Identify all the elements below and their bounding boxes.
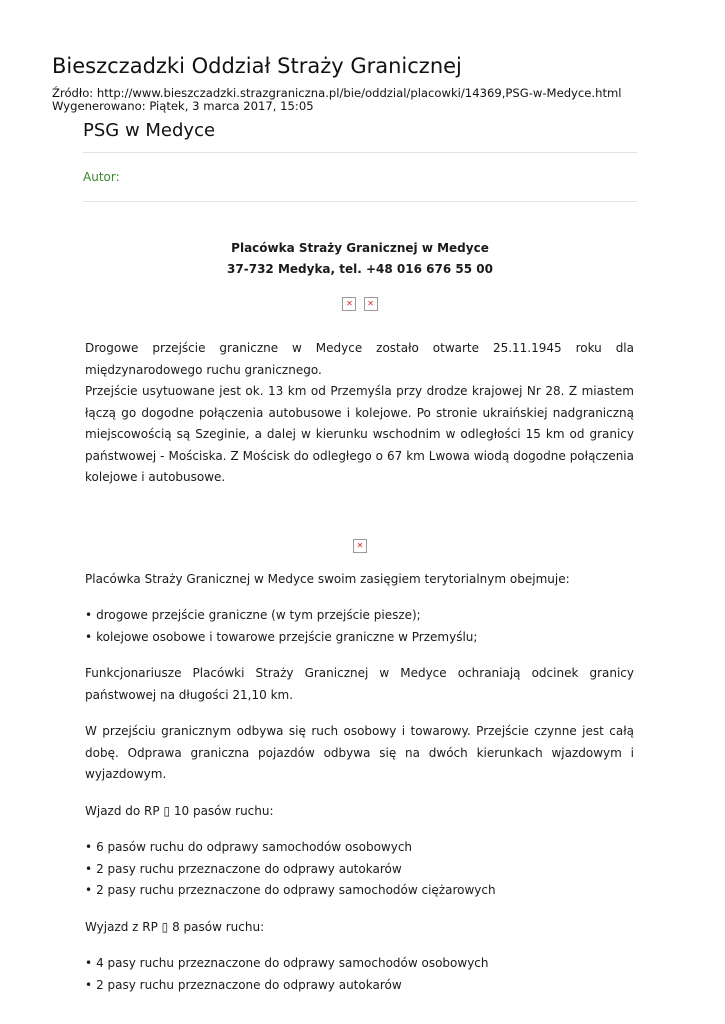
list-item: • 2 pasy ruchu przeznaczone do odprawy samochodów ciężarowych [85, 880, 637, 902]
author-label: Autor: [83, 170, 120, 184]
generated-timestamp: Wygenerowano: Piątek, 3 marca 2017, 15:05 [52, 99, 314, 113]
scope-paragraph: Placówka Straży Granicznej w Medyce swoim zasięgiem terytorialnym obejmuje: [85, 571, 570, 586]
image-row [83, 297, 637, 312]
list-item: • kolejowe osobowe i towarowe przejście graniczne w Przemyślu; [85, 627, 637, 649]
exit-heading: Wyjazd z RP ▯ 8 pasów ruchu: [85, 919, 265, 934]
contact-heading-name: Placówka Straży Granicznej w Medyce [231, 241, 489, 255]
intro-paragraph [83, 338, 637, 489]
contact-heading-address: 37-732 Medyka, tel. +48 016 676 55 00 [227, 262, 493, 276]
document-meta [52, 87, 622, 113]
intro-line-1: Drogowe przejście graniczne w Medyce zostało otwarte 25.11.1945 roku dla międzynarodowego ruchu granicznego. [85, 341, 634, 377]
officers-paragraph: Funkcjonariusze Placówki Straży Granicznej w Medyce ochraniają odcinek granicy państwowej na długości 21,10 km. [85, 666, 634, 702]
image-row [83, 539, 637, 555]
traffic-paragraph: W przejściu granicznym odbywa się ruch osobowy i towarowy. Przejście czynne jest całą dobę. Odprawa graniczna pojazdów odbywa się na dwóch kierunkach wjazdowym i wyjazdowym. [85, 724, 634, 781]
article [83, 118, 637, 996]
list-item: • 6 pasów ruchu do odprawy samochodów osobowych [85, 837, 637, 859]
entry-lanes-list [83, 837, 637, 902]
contact-heading [83, 238, 637, 280]
broken-image-icon [353, 539, 367, 553]
list-item: • 2 pasy ruchu przeznaczone do odprawy autokarów [85, 975, 637, 997]
page-title: PSG w Medyce [83, 120, 216, 141]
broken-image-icon [364, 297, 378, 311]
scope-list [83, 605, 637, 648]
broken-image-icon [342, 297, 356, 311]
divider [83, 152, 637, 153]
divider [83, 201, 637, 202]
source-url: Źródło: http://www.bieszczadzki.strazgraniczna.pl/bie/oddzial/placowki/14369,PSG-w-Medyce.html [52, 86, 622, 100]
exit-lanes-list [83, 953, 637, 996]
site-title: Bieszczadzki Oddział Straży Granicznej [52, 54, 462, 78]
list-item: • drogowe przejście graniczne (w tym przejście piesze); [85, 605, 637, 627]
entry-heading: Wjazd do RP ▯ 10 pasów ruchu: [85, 803, 274, 818]
list-item: • 2 pasy ruchu przeznaczone do odprawy autokarów [85, 859, 637, 881]
list-item: • 4 pasy ruchu przeznaczone do odprawy samochodów osobowych [85, 953, 637, 975]
intro-line-2: Przejście usytuowane jest ok. 13 km od Przemyśla przy drodze krajowej Nr 28. Z miastem łączą go dogodne połączenia autobusowe i kolejowe. Po stronie ukraińskiej nadgraniczną miejscowością są Szeginie, a dalej w kierunku wschodnim w odległości 15 km od granicy państwowej - Mościska. Z Mościsk do odległego o 67 km Lwowa wiodą dogodne połączenia kolejowe i autobusowe. [85, 384, 634, 484]
